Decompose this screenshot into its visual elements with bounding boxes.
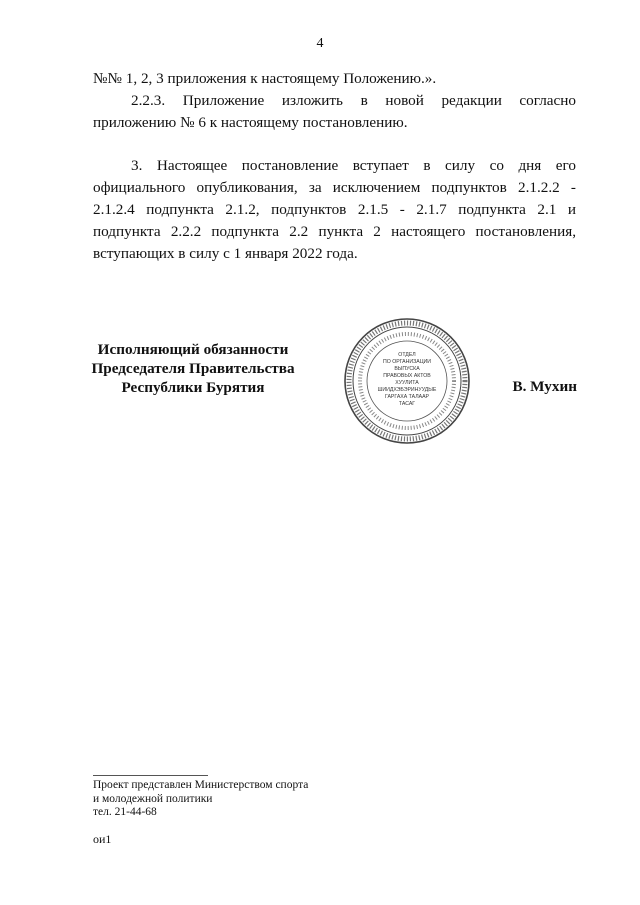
signatory-title [80,340,306,397]
footnote-line: и молодежной политики [93,792,213,805]
stamp-text-line: ОТДЕЛ [398,352,416,358]
page-number: 4 [316,36,324,51]
footnote-line: тел. 21-44-68 [93,806,157,818]
stamp-text-line: ПРАВОВЫХ АКТОВ [383,373,431,379]
official-stamp [342,316,472,446]
stamp-text-line: ТАСАГ [398,401,416,407]
paragraph-3-effective-date: 3. Настоящее постановление вступает в силу со дня его официального опубликования, за исключением подпунктов 2.1.2.2 - 2.1.2.4 подпункта 2.1.2, подпунктов 2.1.5 - 2.1.7 подпункта 2.1 и подпункта 2.2.2 подпункта 2.2 пункта 2 настоящего постановления, вступающих в силу с 1 января 2022 года. [93,157,576,262]
footnote [93,779,308,820]
paragraph-appendix-reference: №№ 1, 2, 3 приложения к настоящему Положению.». [93,70,437,87]
paragraph-2-2-3: 2.2.3. Приложение изложить в новой редакции согласно приложению № 6 к настоящему постановлению. [93,92,576,131]
signatory-title-line: Председателя Правительства [91,360,295,377]
stamp-text-line: ШИИДХЭБЭРИНУУДЫЕ [377,387,437,393]
signatory-title-line: Исполняющий обязанности [97,341,289,358]
signatory-name: В. Мухин [512,378,577,395]
document-code: ои1 [93,832,112,846]
stamp-text-line: ХУУЛИТА [395,380,419,386]
footnote-line: Проект представлен Министерством спорта [93,779,309,791]
stamp-text-line: ГАРГАХА ТАЛААР [384,394,430,400]
stamp-text-line: ВЫПУСКА [394,366,420,372]
footnote-divider [93,775,208,776]
stamp-text-line: ПО ОРГАНИЗАЦИИ [383,359,431,365]
signatory-title-line: Республики Бурятия [121,379,265,396]
